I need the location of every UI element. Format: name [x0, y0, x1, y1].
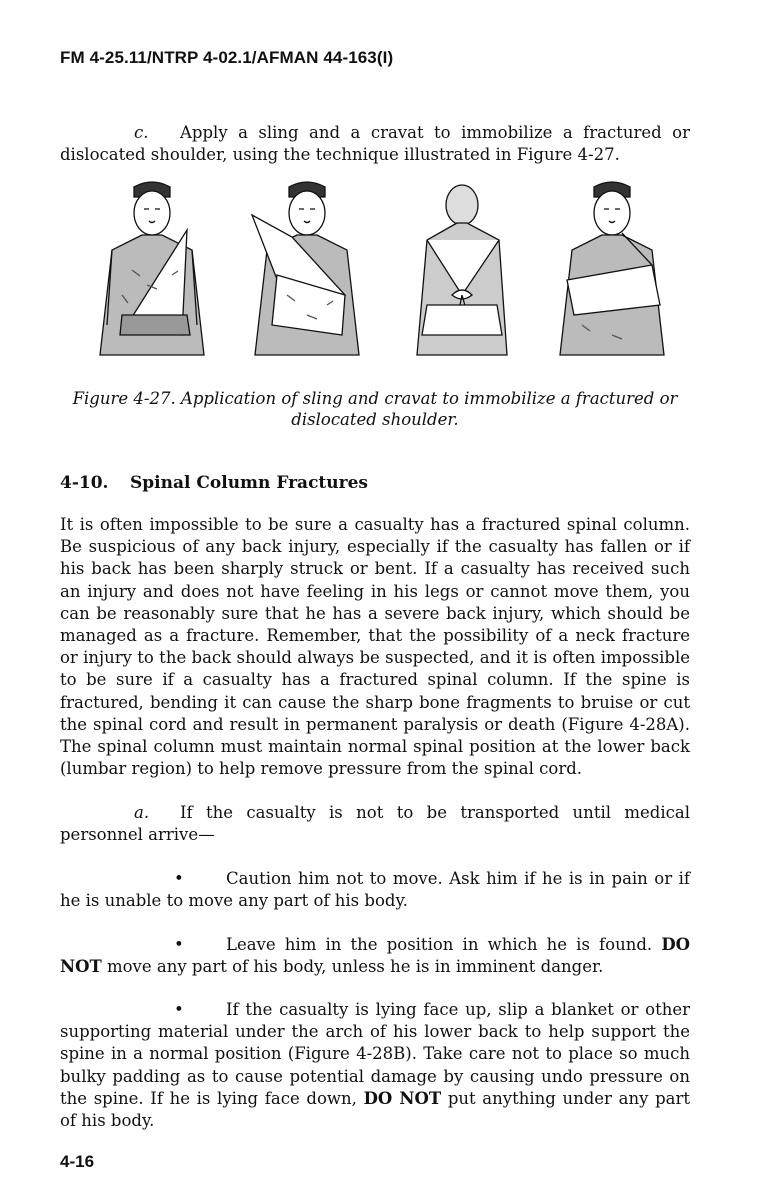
intro-paragraph [60, 122, 690, 166]
figure-4-27 [92, 175, 687, 380]
sling-step-2-illustration [252, 182, 359, 355]
bullet-item-3 [60, 999, 690, 1132]
bullet-emphasis: DO NOT [60, 935, 690, 977]
bullet-icon: • [174, 1000, 184, 1019]
section-heading [60, 473, 368, 493]
bullet-item-1 [60, 868, 690, 912]
sling-step-3-back-illustration [417, 185, 507, 355]
subitem-a [60, 802, 690, 846]
subitem-a-letter: a. [134, 803, 150, 822]
sling-illustration [92, 175, 687, 380]
figure-caption-line-1: Figure 4-27. Application of sling and cravat to immobilize a fractured or [72, 389, 678, 408]
sling-step-1-illustration [100, 182, 204, 355]
bullet-text-before: If the casualty is lying face up, slip a blanket or other supporting material under the arch of his lower back to help support the spine in a normal position (Figure 4-28B). Take care not to place so much bulky padding as to cause potential damage by causing undo pressure on the spine. If he is lying face down, [60, 1000, 690, 1108]
bullet-icon: • [174, 935, 184, 954]
body-paragraph: It is often impossible to be sure a casualty has a fractured spinal column. Be suspicious of any back injury, especially if the casualty has fallen or if his back has been sharply struck or bent. If a casualty has received such an injury and does not have feeling in his legs or cannot move them, you can be reasonably sure that he has a severe back injury, which should be managed as a fracture. Remember, that the possibility of a neck fracture or injury to the back should always be suspected, and it is often impossible to be sure if a casualty has a fractured spinal column. If the spine is fractured, bending it can cause the sharp bone fragments to bruise or cut the spinal cord and result in permanent paralysis or death (Figure 4-28A). The spinal column must maintain normal spinal position at the lower back (lumbar region) to help remove pressure from the spinal cord. [60, 515, 690, 779]
bullet-emphasis: DO NOT [363, 1088, 442, 1108]
section-title: Spinal Column Fractures [130, 473, 368, 493]
bullet-text-before: Leave him in the position in which he is found. [226, 935, 662, 954]
bullet-text-after: move any part of his body, unless he is in imminent danger. [101, 957, 604, 977]
section-number: 4-10. [60, 473, 109, 493]
page-number: 4-16 [60, 1152, 95, 1171]
figure-caption [60, 388, 690, 430]
bullet-icon: • [174, 869, 184, 888]
sling-step-4-illustration [560, 182, 664, 355]
bullet-text-after: put anything under any part of his body. [60, 1088, 690, 1131]
intro-text: Apply a sling and a cravat to immobilize a fractured or dislocated shoulder, using the technique illustrated in Figure 4-27. [60, 123, 690, 165]
document-header: FM 4-25.11/NTRP 4-02.1/AFMAN 44-163(I) [60, 48, 394, 67]
bullet-item-2 [60, 934, 690, 978]
intro-letter: c. [134, 123, 149, 142]
bullet-text: Caution him not to move. Ask him if he is in pain or if he is unable to move any part of his body. [60, 869, 690, 911]
subitem-a-text: If the casualty is not to be transported until medical personnel arrive— [60, 803, 690, 845]
figure-caption-line-2: dislocated shoulder. [291, 410, 459, 429]
